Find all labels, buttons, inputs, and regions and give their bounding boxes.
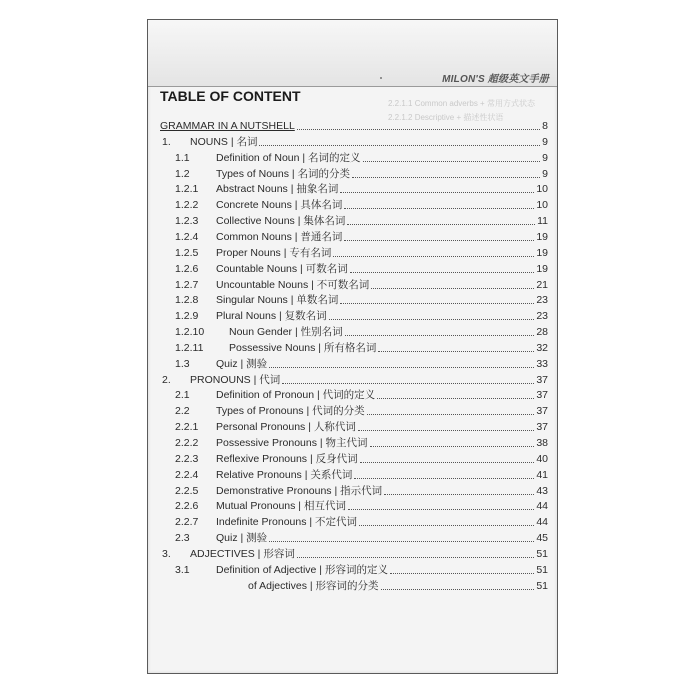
toc-entry-label: Common Nouns | 普通名词: [216, 230, 343, 243]
toc-entry-page: 33: [536, 357, 548, 370]
toc-entry-number: 1.2.10: [175, 326, 205, 339]
toc-entry-label: Quiz | 测验: [216, 532, 268, 545]
toc-entry-number: 1.2.8: [175, 294, 199, 307]
toc-entry-page: 37: [536, 421, 548, 434]
dot-leader: [269, 367, 534, 368]
dot-leader: [367, 414, 535, 415]
toc-entry-number: 2.: [162, 373, 171, 386]
print-mark: [380, 77, 382, 79]
toc-entry-label: Abstract Nouns | 抽象名词: [216, 183, 339, 196]
toc-entry-number: 1.2.9: [175, 310, 199, 323]
toc-entry-number: 1.2: [175, 167, 190, 180]
toc-entry-number: 3.1: [175, 563, 190, 576]
toc-entry: [148, 277, 557, 293]
dot-leader: [344, 240, 534, 241]
header-divider: [148, 86, 557, 87]
dot-leader: [348, 509, 534, 510]
toc-entry-label: Singular Nouns | 单数名词: [216, 294, 339, 307]
dot-leader: [384, 494, 534, 495]
toc-entry-label: Types of Nouns | 名词的分类: [216, 167, 351, 180]
toc-entry-label: of Adjectives | 形容词的分类: [248, 579, 379, 592]
toc-entry-label: Concrete Nouns | 具体名词: [216, 199, 343, 212]
toc-entry-label: Countable Nouns | 可数名词: [216, 262, 348, 275]
dot-leader: [259, 145, 540, 146]
toc-entry-page: 21: [536, 278, 548, 291]
dot-leader: [347, 224, 535, 225]
toc-entry-number: 1.3: [175, 357, 190, 370]
toc-entry-number: 2.1: [175, 389, 190, 402]
toc-entry: [148, 530, 557, 546]
toc-entry: [148, 403, 557, 419]
toc-entry: [148, 562, 557, 578]
dot-leader: [297, 129, 540, 130]
toc-entry-page: 44: [536, 500, 548, 513]
toc-entry-label: Mutual Pronouns | 相互代词: [216, 500, 346, 513]
toc-entry-label: NOUNS | 名词: [190, 135, 258, 148]
toc-entry: [148, 150, 557, 166]
toc-entry-number: 1.2.11: [175, 341, 204, 354]
toc-entry-number: 2.2.2: [175, 437, 199, 449]
toc-entry: [148, 514, 557, 530]
dot-leader: [269, 541, 534, 542]
toc-entry-page: 38: [536, 437, 548, 449]
toc-entry: [148, 308, 557, 324]
toc-entry-page: 43: [536, 484, 548, 497]
toc-entry-page: 9: [542, 151, 548, 164]
toc-entry-page: 19: [536, 262, 548, 275]
toc-entry-page: 41: [536, 468, 548, 481]
toc-entry-number: 2.2.5: [175, 484, 199, 497]
toc-entry-number: 1.2.7: [175, 278, 199, 291]
toc-entry-number: 2.2: [175, 405, 190, 418]
toc-entry-page: 37: [536, 389, 548, 402]
toc-entry-number: 1.2.2: [175, 199, 199, 212]
dot-leader: [363, 161, 541, 162]
dot-leader: [354, 478, 534, 479]
book-title: MILON'S 超级英文手册: [442, 74, 549, 85]
dot-leader: [297, 557, 534, 558]
toc-entry-label: Uncountable Nouns | 不可数名词: [216, 278, 370, 291]
toc-entry-number: 3.: [162, 547, 171, 560]
dot-leader: [344, 208, 534, 209]
toc-entry-page: 40: [536, 452, 548, 465]
toc-entry-number: 2.3: [175, 532, 190, 545]
toc-title: TABLE OF CONTENT: [160, 88, 301, 104]
toc-entry-label: ADJECTIVES | 形容词: [190, 547, 295, 560]
toc-entry-label: Personal Pronouns | 人称代词: [216, 421, 356, 434]
dot-leader: [329, 319, 535, 320]
toc-entry-label: Possessive Pronouns | 物主代词: [216, 437, 368, 449]
toc-entry: [148, 229, 557, 245]
toc-entry-page: 19: [536, 230, 548, 243]
toc-entry-number: 1.2.6: [175, 262, 199, 275]
toc-entry-label: Collective Nouns | 集体名词: [216, 215, 346, 228]
dot-leader: [377, 398, 534, 399]
toc-entry-number: 1.2.3: [175, 215, 199, 228]
toc-entry-page: 9: [542, 135, 548, 148]
toc-entry-label: Demonstrative Pronouns | 指示代词: [216, 484, 383, 497]
toc-entry-label: Proper Nouns | 专有名词: [216, 246, 332, 259]
toc-entry: [148, 213, 557, 229]
toc-entry: [148, 181, 557, 197]
toc-entry-page: 51: [536, 563, 548, 576]
dot-leader: [370, 446, 535, 447]
dot-leader: [359, 525, 534, 526]
toc-entry: [148, 419, 557, 435]
toc-entry-number: 2.2.1: [175, 421, 199, 434]
toc-entry-label: GRAMMAR IN A NUTSHELL: [160, 120, 295, 132]
dot-leader: [352, 177, 540, 178]
toc-entry: [148, 166, 557, 182]
dot-leader: [381, 589, 535, 590]
toc-entry: [148, 387, 557, 403]
toc-entry: [148, 118, 557, 134]
dot-leader: [340, 192, 534, 193]
toc-entry-label: Plural Nouns | 复数名词: [216, 310, 327, 323]
dot-leader: [390, 573, 534, 574]
toc-entry-page: 44: [536, 516, 548, 529]
toc-entry: [148, 197, 557, 213]
dot-leader: [378, 351, 534, 352]
toc-entry: [148, 356, 557, 372]
toc-entry-page: 45: [536, 532, 548, 545]
toc-entry: [148, 340, 557, 356]
toc-entry: [148, 292, 557, 308]
toc-entry-page: 32: [536, 341, 548, 354]
dot-leader: [345, 335, 535, 336]
ghost-text-line: 2.2.1.1 Common adverbs + 常用方式状态: [388, 99, 535, 108]
toc-entry: [148, 324, 557, 340]
ghost-text-line: 2.2.1.2 Descriptive + 描述性状语: [388, 113, 504, 122]
toc-entry-label: Indefinite Pronouns | 不定代词: [216, 516, 358, 529]
dot-leader: [360, 462, 535, 463]
toc-entry-page: 10: [536, 199, 548, 212]
toc-entry-page: 9: [542, 167, 548, 180]
toc-entry-number: 2.2.6: [175, 500, 199, 513]
dot-leader: [340, 303, 534, 304]
toc-entry-label: PRONOUNS | 代词: [190, 373, 281, 386]
toc-entry-number: 2.2.4: [175, 468, 199, 481]
dot-leader: [350, 272, 535, 273]
toc-entry-page: 8: [542, 120, 548, 132]
toc-entry: [148, 451, 557, 467]
toc-entry: [148, 134, 557, 150]
dot-leader: [333, 256, 534, 257]
toc-entry-page: 10: [536, 183, 548, 196]
toc-entry-page: 11: [537, 215, 548, 228]
toc-entry: [148, 261, 557, 277]
toc-entry: [148, 467, 557, 483]
toc-entry-label: Quiz | 测验: [216, 357, 268, 370]
toc-entry-page: 37: [536, 405, 548, 418]
toc-entry-number: 2.2.3: [175, 452, 199, 465]
dot-leader: [358, 430, 534, 431]
toc-entry-page: 37: [536, 373, 548, 386]
toc-entry-number: 1.2.5: [175, 246, 199, 259]
book-page: [147, 19, 558, 674]
toc-entry: [148, 546, 557, 562]
toc-entry: [148, 578, 557, 594]
toc-entry-label: Definition of Pronoun | 代词的定义: [216, 389, 376, 402]
toc-entry-number: 1.1: [175, 151, 190, 164]
toc-entry-number: 1.: [162, 135, 171, 148]
toc-entry-page: 51: [536, 547, 548, 560]
toc-entry-number: 1.2.1: [175, 183, 199, 196]
toc-entry: [148, 498, 557, 514]
toc-entry: [148, 245, 557, 261]
toc-entry-number: 1.2.4: [175, 230, 199, 243]
dot-leader: [282, 383, 534, 384]
toc-entry-label: Possessive Nouns | 所有格名词: [229, 341, 377, 354]
toc-entry: [148, 435, 557, 451]
toc-entry-label: Types of Pronouns | 代词的分类: [216, 405, 365, 418]
toc-entry-label: Definition of Adjective | 形容词的定义: [216, 563, 388, 576]
toc-entry: [148, 483, 557, 499]
toc-entry-page: 23: [536, 294, 548, 307]
dot-leader: [371, 288, 534, 289]
toc-entry-page: 19: [536, 246, 548, 259]
toc-entry-page: 28: [536, 326, 548, 339]
toc-entry-label: Noun Gender | 性别名词: [229, 326, 343, 339]
toc-entry-page: 23: [536, 310, 548, 323]
toc-entry-page: 51: [536, 579, 548, 592]
toc-entry-label: Relative Pronouns | 关系代词: [216, 468, 353, 481]
toc-entry-label: Definition of Noun | 名词的定义: [216, 151, 361, 164]
toc-entry-number: 2.2.7: [175, 516, 199, 529]
toc-entry: [148, 372, 557, 388]
toc-entry-label: Reflexive Pronouns | 反身代词: [216, 452, 358, 465]
